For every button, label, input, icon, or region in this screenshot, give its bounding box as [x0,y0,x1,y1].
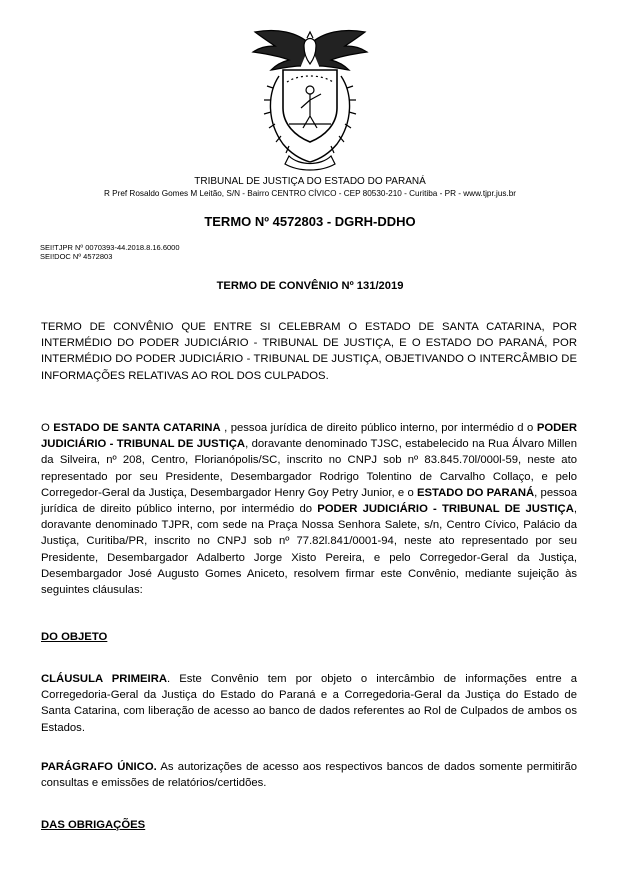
paragrafo-unico-paragraph: PARÁGRAFO ÚNICO. As autorizações de acesso aos respectivos bancos de dados somente permitirão consultas e emissões de relatórios/certidões. [41,761,578,790]
parana-coat-of-arms-icon [249,24,371,174]
paragrafo-unico-label: PARÁGRAFO ÚNICO. [41,761,157,773]
convenio-title: TERMO DE CONVÊNIO Nº 131/2019 [216,280,404,292]
party-tjpr: PODER JUDICIÁRIO - TRIBUNAL DE JUSTIÇA [317,503,574,516]
sei-process-number: SEI!TJPR Nº 0070393-44.2018.8.16.6000 [40,243,180,252]
sei-doc-number: SEI!DOC Nº 4572803 [40,252,113,261]
clausula-primeira-paragraph: CLÁUSULA PRIMEIRA. Este Convênio tem por objeto o intercâmbio de informações entre a Corregedoria-Geral da Justiça do Estado do Paraná e a Corregedoria-Geral da Justiça do Estado de Santa Catarina, com liberação de acesso ao banco de dados referentes ao Rol de Culpados de ambos os Estados. [41,673,577,734]
party-santa-catarina: ESTADO DE SANTA CATARINA [53,422,221,434]
institution-address: R Pref Rosaldo Gomes M Leitão, S/N - Bairro CENTRO CÍVICO - CEP 80530-210 - Curitiba - PR - www.tjpr.jus.br [103,189,517,198]
parties-paragraph: O ESTADO DE SANTA CATARINA , pessoa jurídica de direito público interno, por intermédio d o PODER JUDICIÁRIO - TRIBUNAL DE JUSTIÇA, doravante denominado TJSC, estabelecido na Rua Álvaro Millen da Silveira, nº 208, Centro, Florianópolis/SC, inscrito no CNPJ sob nº 83.845.70l/000l-59, neste ato representado por seu Presidente, Desembargador Rodrigo Tolentino de Carvalho Collaço, e pelo Corregedor-Geral da Justiça, Desembargador Henry Goy Petry Junior, e o ESTADO DO PARANÁ, pessoa jurídica de direito público interno, por intermédio do PODER JUDICIÁRIO - TRIBUNAL DE JUSTIÇA, doravante denominado TJPR, com sede na Praça Nossa Senhora Salete, s/n, Centro Cívico, Palácio da Justiça, Curitiba/PR, inscrito no CNPJ sob nº 77.82l.841/0001-94, neste ato representado por seu Presidente, Desembargador Adalberto Jorge Xisto Pereira, e pelo Corregedor-Geral da Justiça, Desembargador José Augusto Gomes Aniceto, resolvem firmar este Convênio, mediante sujeição às seguintes cláusulas: [41,422,578,597]
clausula-primeira-label: CLÁUSULA PRIMEIRA [41,673,168,685]
party-parana: ESTADO DO PARANÁ [416,486,535,499]
section-heading-obrigacoes: DAS OBRIGAÇÕES [41,819,146,831]
party-tjsc: PODER JUDICIÁRIO - TRIBUNAL DE JUSTIÇA [41,422,578,451]
termo-title: TERMO Nº 4572803 - DGRH-DDHO [204,214,416,229]
institution-name: TRIBUNAL DE JUSTIÇA DO ESTADO DO PARANÁ [194,176,426,187]
section-heading-objeto: DO OBJETO [41,631,108,643]
preamble-paragraph: TERMO DE CONVÊNIO QUE ENTRE SI CELEBRAM O ESTADO DE SANTA CATARINA, POR INTERMÉDIO DO PODER JUDICIÁRIO - TRIBUNAL DE JUSTIÇA, E O ESTADO DO PARANÁ, POR INTERMÉDIO DO PODER JUDICIÁRIO - TRIBUNAL DE JUSTIÇA, OBJETIVANDO O INTERCÂMBIO DE INFORMAÇÕES RELATIVAS AO ROL DOS CULPADOS. [41,321,577,382]
